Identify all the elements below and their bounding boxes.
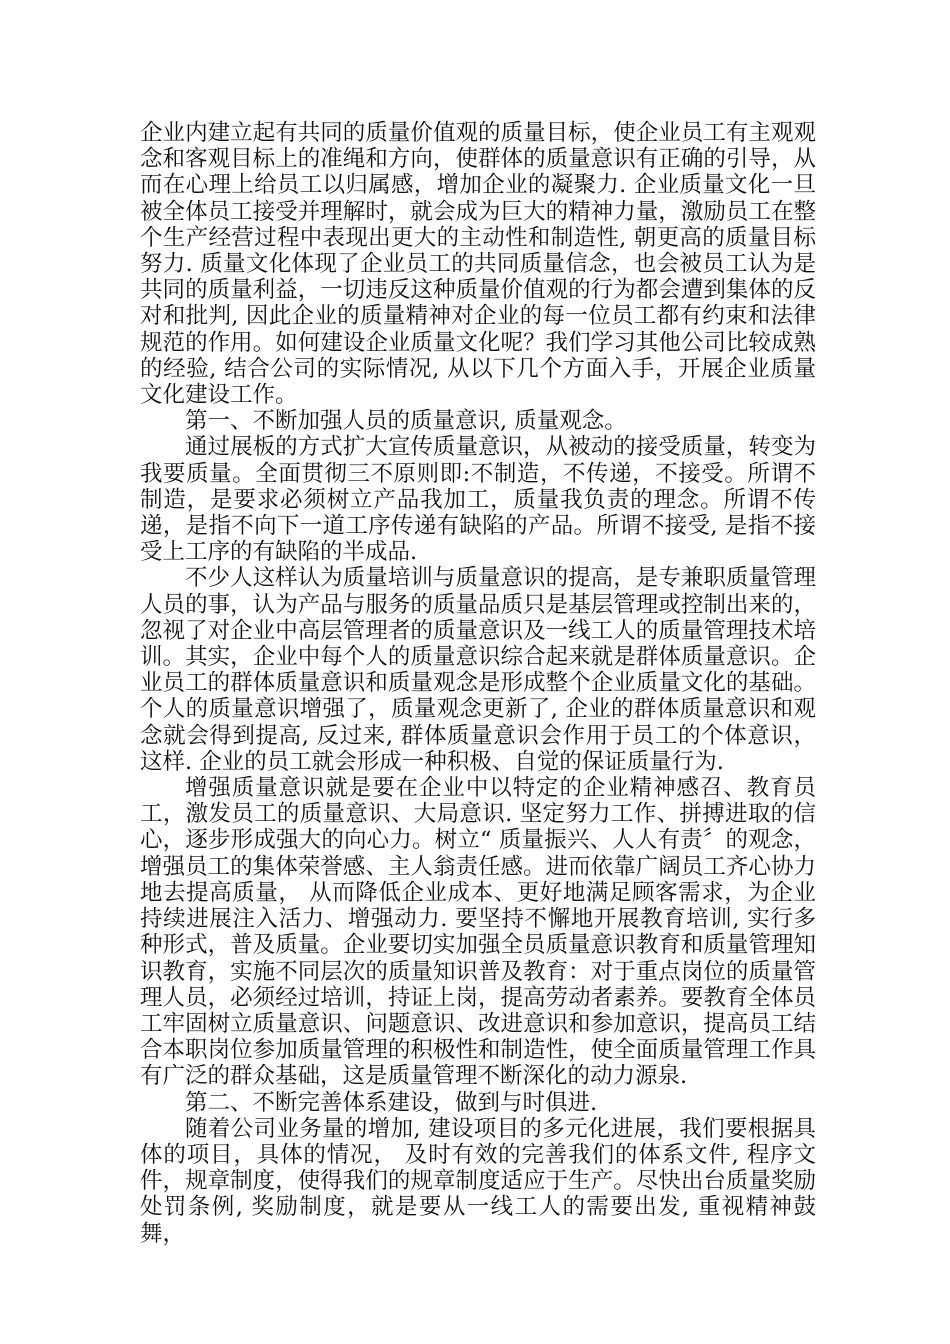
paragraph-group-quality-awareness: 不少人这样认为质量培训与质量意识的提高，是专兼职质量管理人员的事，认为产品与服务的质量品质只是基层管理或控制出来的，忽视了对企业中高层管理者的质量意识及一线工人的质量管理技术培训。其实，企业中每个人的质量意识综合起来就是群体质量意识。企业员工的群体质量意识和质量观念是形成整个企业质量文化的基础。个人的质量意识增强了，质量观念更新了, 企业的群体质量意识和观念就会得到提高, 反过来, 群体质量意识会作用于员工的个体意识，这样. 企业的员工就会形成一种积极、自觉的保证质量行为. (140, 565, 816, 775)
paragraph-three-no-principle: 通过展板的方式扩大宣传质量意识，从被动的接受质量，转变为我要质量。全面贯彻三不原则即:不制造，不传递，不接受。所谓不制造，是要求必须树立产品我加工，质量我负责的理念。所谓不传递，是指不向下一道工序传递有缺陷的产品。所谓不接受, 是指不接受上工序的有缺陷的半成品. (140, 434, 816, 566)
section-heading-second: 第二、不断完善体系建设，做到与时俱进. (185, 1089, 598, 1116)
paragraph-system-improvement: 随着公司业务量的增加, 建设项目的多元化进展，我们要根据具体的项目，具体的情况， 及时有效的完善我们的体系文件, 程序文件，规章制度，使得我们的规章制度适应于生产。尽快出台质量奖励处罚条例, 奖励制度，就是要从一线工人的需要出发, 重视精神鼓舞， (140, 1115, 816, 1247)
section-heading-first: 第一、不断加强人员的质量意识, 质量观念。 (185, 408, 627, 435)
document-body (140, 120, 816, 1247)
paragraph-quality-culture-intro: 企业内建立起有共同的质量价值观的质量目标，使企业员工有主观观念和客观目标上的准绳和方向，使群体的质量意识有正确的引导，从而在心理上给员工以归属感，增加企业的凝聚力. 企业质量文化一旦被全体员工接受并理解时，就会成为巨大的精神力量，激励员工在整个生产经营过程中表现出更大的主动性和制造性, 朝更高的质量目标努力. 质量文化体现了企业员工的共同质量信念，也会被员工认为是共同的质量利益，一切违反这种质量价值观的行为都会遭到集体的反对和批判, 因此企业的质量精神对企业的每一位员工都有约束和法律规范的作用。如何建设企业质量文化呢？我们学习其他公司比较成熟的经验, 结合公司的实际情况, 从以下几个方面入手，开展企业质量文化建设工作。 (140, 120, 816, 409)
paragraph-strengthen-awareness: 增强质量意识就是要在企业中以特定的企业精神感召、教育员工，激发员工的质量意识、大局意识. 坚定努力工作、拼搏进取的信心，逐步形成强大的向心力。树立“ 质量振兴、人人有责〞的观念，增强员工的集体荣誉感、主人翁责任感。进而依靠广阔员工齐心协力地去提高质量， 从而降低企业成本、更好地满足顾客需求，为企业持续进展注入活力、增强动力. 要坚持不懈地开展教育培训, 实行多种形式，普及质量。企业要切实加强全员质量意识教育和质量管理知识教育，实施不同层次的质量知识普及教育：对于重点岗位的质量管理人员，必须经过培训，持证上岗，提高劳动者素养。要教育全体员工牢固树立质量意识、问题意识、改进意识和参加意识，提高员工结合本职岗位参加质量管理的积极性和制造性，使全面质量管理工作具有广泛的群众基础，这是质量管理不断深化的动力源泉. (140, 775, 816, 1090)
